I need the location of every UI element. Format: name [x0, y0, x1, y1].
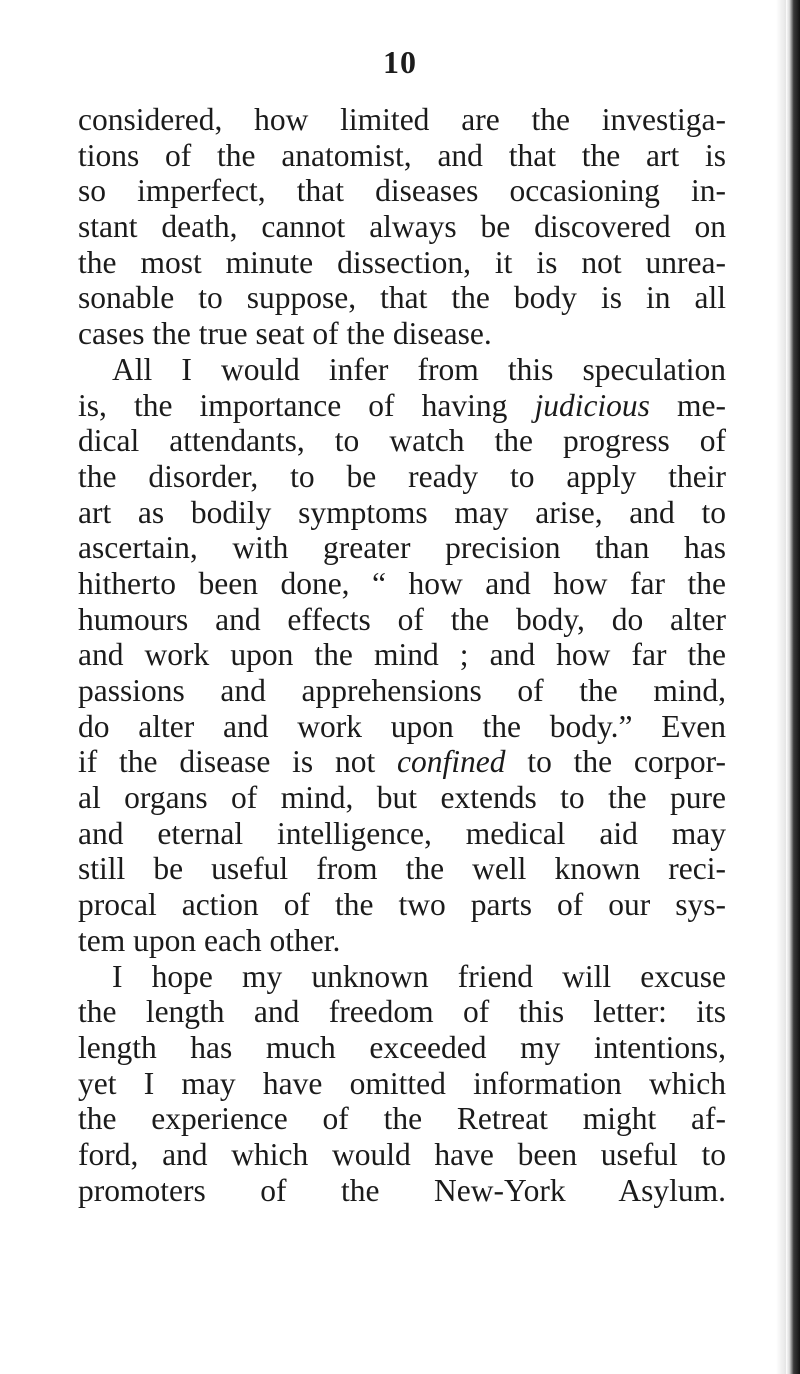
text-line: so imperfect, that diseases occasioning in- — [78, 173, 726, 209]
line-after-emphasis: me- — [649, 387, 726, 423]
text-line: al organs of mind, but extends to the pure — [78, 780, 726, 816]
paragraph-start-line: All I would infer from this speculation — [112, 351, 726, 387]
text-line: the most minute dissection, it is not unrea- — [78, 244, 726, 280]
paragraph-start-line: I hope my unknown friend will excuse — [112, 958, 726, 994]
page-number: 10 — [383, 44, 417, 80]
text-line: stant death, cannot always be discovered on — [78, 209, 726, 245]
line-before-emphasis: if the disease is not — [78, 744, 398, 780]
text-line: and eternal intelligence, medical aid may — [78, 815, 726, 851]
body-text — [78, 102, 726, 1208]
text-line: hitherto been done, “ how and how far the — [78, 565, 726, 601]
text-line: tions of the anatomist, and that the art is — [78, 137, 726, 173]
text-line: considered, how limited are the investiga- — [78, 102, 726, 137]
text-line: art as bodily symptoms may arise, and to — [78, 494, 726, 530]
text-line: the experience of the Retreat might af- — [78, 1101, 726, 1137]
text-line-with-emphasis — [78, 388, 726, 424]
line-after-emphasis: to the corpor- — [505, 744, 726, 780]
text-line: do alter and work upon the body.” Even — [78, 708, 726, 744]
text-line-with-emphasis — [78, 744, 726, 780]
text-line: ford, and which would have been useful to — [78, 1136, 726, 1172]
text-line: humours and effects of the body, do alter — [78, 601, 726, 637]
text-line: procal action of the two parts of our sys- — [78, 887, 726, 923]
text-line: length has much exceeded my intentions, — [78, 1029, 726, 1065]
text-line: yet I may have omitted information which — [78, 1065, 726, 1101]
text-line: the length and freedom of this letter: its — [78, 994, 726, 1030]
binding-shadow — [776, 0, 786, 1374]
text-line: sonable to suppose, that the body is in all — [78, 280, 726, 316]
text-line: still be useful from the well known reci- — [78, 851, 726, 887]
page-binding-edge — [786, 0, 800, 1374]
text-line: ascertain, with greater precision than has — [78, 530, 726, 566]
line-before-emphasis: is, the importance of having — [78, 387, 535, 423]
text-line: the disorder, to be ready to apply their — [78, 458, 726, 494]
text-line: promoters of the New-York Asylum. — [78, 1172, 726, 1208]
emphasis-judicious: judicious — [534, 387, 650, 423]
text-line: and work upon the mind ; and how far the — [78, 637, 726, 673]
text-line: cases the true seat of the disease. — [78, 316, 492, 352]
text-line: tem upon each other. — [78, 922, 341, 958]
text-line: passions and apprehensions of the mind, — [78, 673, 726, 708]
emphasis-confined: confined — [397, 744, 506, 780]
text-line: dical attendants, to watch the progress of — [78, 423, 726, 459]
